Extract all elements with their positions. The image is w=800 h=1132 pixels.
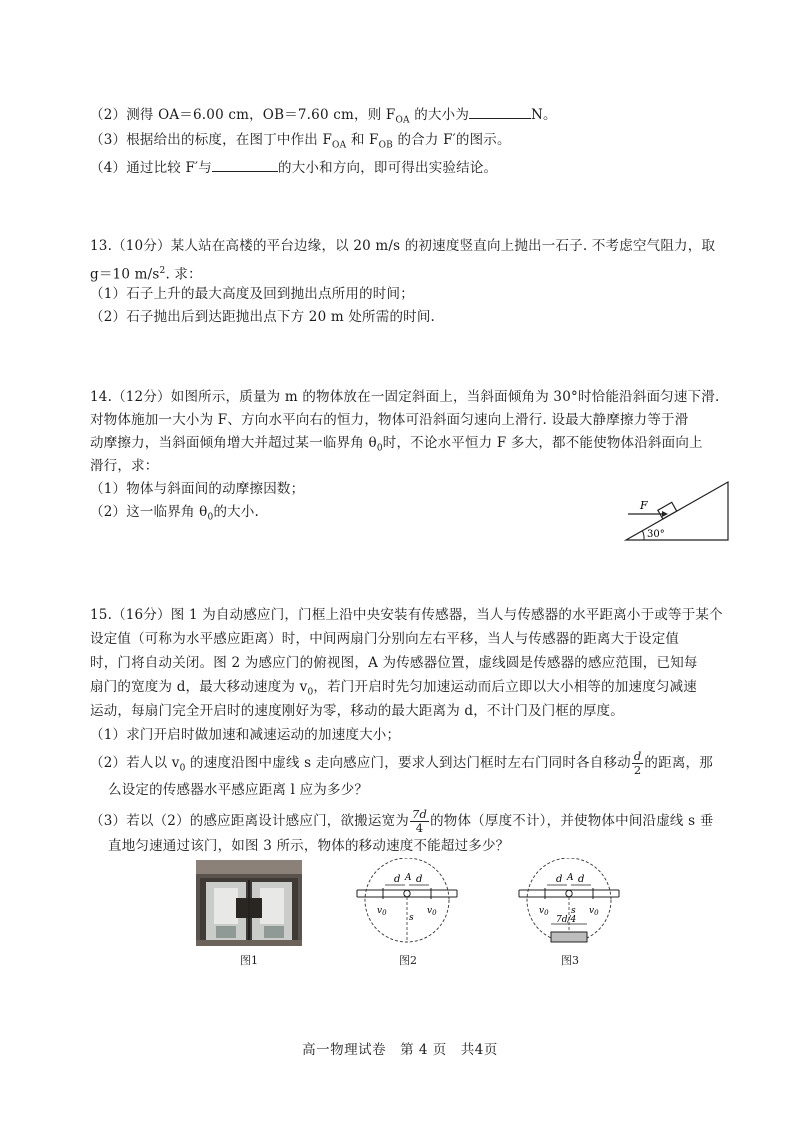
q14-part1: （1）物体与斜面间的动摩擦因数；	[90, 481, 305, 497]
caption-fig1: 图1	[240, 954, 258, 967]
svg-text:d: d	[416, 874, 423, 885]
svg-text:v0: $v_0$	[539, 906, 549, 917]
q14-line1: 14.（12分）如图所示，质量为 m 的物体放在一固定斜面上，当斜面倾角为 30°时恰能沿斜面匀速下滑.	[90, 389, 720, 405]
q13-line2: g＝10 $m/s^2$. 求：	[90, 266, 202, 283]
q15-line4: 扇门的宽度为 d，最大移动速度为 $v_0$，若门开启时先匀加速运动而后立即以大小相等的加速度匀减速	[90, 679, 697, 698]
svg-text:A: A	[405, 873, 412, 883]
q15-part1: （1）求门开启时做加速和减速运动的加速度大小；	[90, 727, 401, 743]
q15-part2: （2）若人以 $v_0$ 的速度沿图中虚线 s 走向感应门，要求人到达门框时左右门同时各自移动 $\frac{d}{2}$ 的距离，那	[90, 749, 713, 777]
figure-3-top-view	[514, 858, 624, 948]
q15-line3: 时，门将自动关闭。图 2 为感应门的俯视图，A 为传感器位置，虚线圆是传感器的感应范围，已知每	[90, 655, 698, 671]
q15-line1: 15.（16分）图 1 为自动感应门，门框上沿中央安装有传感器，当人与传感器的水平距离小于或等于某个	[90, 607, 723, 623]
q14-line3: 动摩擦力，当斜面倾角增大并超过某一临界角 $\theta_0$时，不论水平恒力 F 多大，都不能使物体沿斜面向上	[90, 435, 703, 454]
q15-part3-cont: 直地匀速通过该门，如图 3 所示，物体的移动速度不能超过多少？	[108, 838, 510, 854]
figure-2-top-view	[352, 858, 462, 948]
fraction-d-over-2: $\frac{d}{2}$	[633, 749, 642, 777]
svg-text:A: A	[567, 873, 574, 883]
q12-part3: （3）根据给出的标度，在图丁中作出 $F_{OA}$ 和 $F_{OB}$ 的合力 F′的图示。	[90, 132, 511, 151]
q15-part3: （3）若以（2）的感应距离设计感应门，欲搬运宽为 $\frac{7d}{4}$ 的物体（厚度不计），并使物体中间沿虚线 s 垂	[90, 807, 714, 835]
q14-part2: （2）这一临界角 $\theta_0$的大小.	[90, 504, 260, 523]
svg-text:v0: $v_0$	[589, 906, 599, 917]
caption-fig3: 图3	[561, 954, 579, 967]
answer-blank	[469, 103, 531, 119]
svg-text:7d/4: 7d/4	[556, 915, 577, 925]
block	[658, 502, 677, 519]
svg-text:d: d	[578, 874, 585, 885]
door-photo	[196, 860, 302, 946]
svg-text:d: d	[556, 874, 563, 885]
incline-figure	[620, 478, 732, 542]
moving-object	[551, 932, 587, 942]
sensor-a	[566, 890, 572, 896]
q15-line5: 运动，每扇门完全开启时的速度刚好为零，移动的最大距离为 d，不计门及门框的厚度。	[90, 703, 624, 719]
svg-text:v0: $v_0$	[427, 906, 437, 917]
caption-fig2: 图2	[399, 954, 417, 967]
answer-blank	[212, 156, 278, 172]
q14-line4: 滑行，求：	[90, 458, 159, 474]
q13-part1: （1）石子上升的最大高度及回到抛出点所用的时间；	[90, 286, 414, 302]
svg-text:d: d	[394, 874, 401, 885]
force-label: F	[640, 499, 648, 512]
angle-arc	[643, 531, 645, 540]
q14-line2: 对物体施加一大小为 F、方向水平向右的恒力，物体可沿斜面匀速向上滑行. 设最大静摩擦力等于滑	[90, 412, 689, 428]
svg-text:s: s	[409, 913, 414, 923]
svg-text:v0: $v_0$	[377, 906, 387, 917]
sensor-a	[404, 890, 410, 896]
angle-label: 30°	[647, 529, 665, 540]
q12-part4: （4）通过比较 F′与 的大小和方向，即可得出实验结论。	[90, 156, 497, 178]
q13-part2: （2）石子抛出后到达距抛出点下方 20 m 处所需的时间.	[90, 309, 436, 325]
svg-text:s: s	[571, 906, 576, 916]
fraction-7d-over-4: $\frac{7d}{4}$	[411, 807, 428, 835]
q15-line2: 设定值（可称为水平感应距离）时，中间两扇门分别向左右平移，当人与传感器的距离大于设定值	[90, 631, 680, 647]
page-footer: 高一物理试卷 第 4 页 共4页	[302, 1042, 498, 1058]
q13-line1: 13.（10分）某人站在高楼的平台边缘，以 20 m/s 的初速度竖直向上抛出一石子. 不考虑空气阻力，取	[90, 238, 716, 254]
q12-part2: （2）测得 OA＝6.00 cm，OB＝7.60 cm，则 $F_{OA}$ 的大小为 N。	[90, 103, 557, 131]
q15-part2-cont: 么设定的传感器水平感应距离 l 应为多少？	[108, 782, 369, 798]
